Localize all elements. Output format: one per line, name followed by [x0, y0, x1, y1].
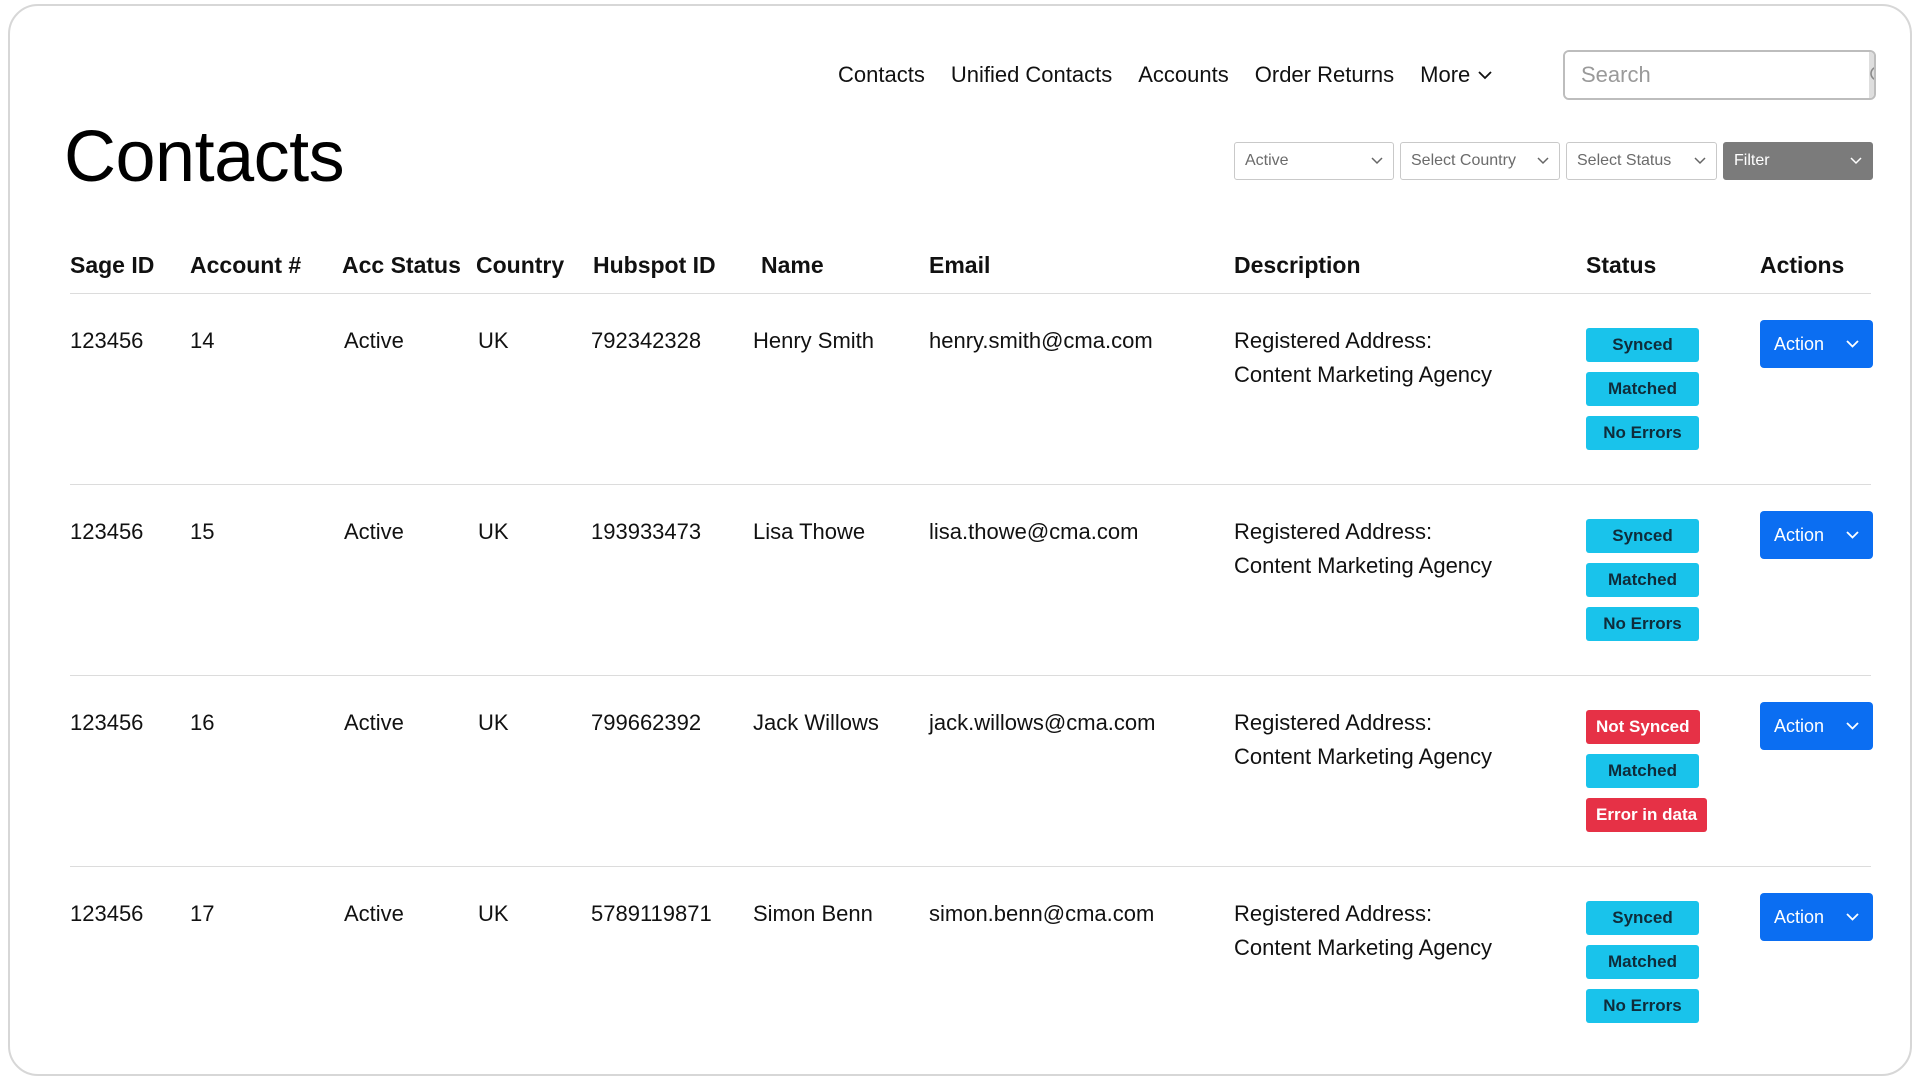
- cell-description: [1234, 867, 1586, 1058]
- contacts-table: [70, 238, 1871, 1058]
- cell-hubspot-id: 799662392: [591, 710, 702, 735]
- chevron-down-icon: [1846, 531, 1859, 539]
- cell-actions: [1760, 676, 1871, 866]
- status-badge-errors: Error in data: [1586, 798, 1707, 832]
- cell-acc-status: Active: [344, 519, 404, 544]
- nav-more-menu[interactable]: [1420, 62, 1492, 88]
- cell-description: [1234, 676, 1586, 866]
- chevron-down-icon: [1846, 913, 1859, 921]
- status-badge-errors: No Errors: [1586, 416, 1699, 450]
- cell-status: [1586, 867, 1760, 1058]
- col-header-email[interactable]: Email: [929, 252, 991, 278]
- cell-hubspot-id: 792342328: [591, 328, 702, 353]
- table-row: [70, 485, 1871, 676]
- cell-email: lisa.thowe@cma.com: [929, 519, 1139, 544]
- nav-order-returns[interactable]: Order Returns: [1254, 62, 1395, 87]
- table-header: [70, 238, 1871, 294]
- status-badge-errors: No Errors: [1586, 607, 1699, 641]
- table-row: [70, 294, 1871, 485]
- status-badge-sync: Not Synced: [1586, 710, 1700, 744]
- filter-button[interactable]: [1723, 142, 1873, 180]
- cell-actions: [1760, 485, 1871, 675]
- cell-acc-status: Active: [344, 328, 404, 353]
- search-input[interactable]: [1565, 52, 1869, 98]
- chevron-down-icon: [1846, 722, 1859, 730]
- cell-actions: [1760, 294, 1871, 484]
- cell-country: UK: [478, 328, 509, 353]
- col-header-actions: Actions: [1760, 252, 1845, 278]
- description-line-1: Registered Address:: [1234, 519, 1433, 544]
- action-dropdown-button[interactable]: [1760, 893, 1873, 941]
- description-line-1: Registered Address:: [1234, 710, 1433, 735]
- cell-description: [1234, 294, 1586, 484]
- table-row: [70, 867, 1871, 1058]
- search-button[interactable]: [1869, 52, 1876, 98]
- cell-sage-id: 123456: [70, 710, 144, 735]
- cell-status: [1586, 294, 1760, 484]
- status-badge-match: Matched: [1586, 372, 1699, 406]
- status-select[interactable]: [1566, 142, 1717, 180]
- chevron-down-icon: [1537, 157, 1549, 165]
- chevron-down-icon: [1694, 157, 1706, 165]
- nav-accounts[interactable]: Accounts: [1138, 62, 1229, 87]
- status-badge-match: Matched: [1586, 945, 1699, 979]
- status-select-value: Select Status: [1577, 152, 1672, 169]
- cell-account: 16: [190, 710, 215, 735]
- page-title: Contacts: [64, 117, 345, 197]
- chevron-down-icon: [1846, 340, 1859, 348]
- status-badge-sync: Synced: [1586, 328, 1699, 362]
- cell-country: UK: [478, 519, 509, 544]
- filter-bar: [1234, 142, 1873, 180]
- status-badge-match: Matched: [1586, 563, 1699, 597]
- cell-status: [1586, 485, 1760, 675]
- action-button-label: Action: [1774, 524, 1825, 545]
- search-icon: [1869, 65, 1876, 85]
- cell-name: Simon Benn: [753, 901, 873, 926]
- description-line-2: Content Marketing Agency: [1234, 935, 1493, 960]
- cell-name: Jack Willows: [753, 710, 879, 735]
- chevron-down-icon: [1850, 157, 1862, 165]
- country-select[interactable]: [1400, 142, 1560, 180]
- active-select-value: Active: [1245, 152, 1289, 169]
- cell-acc-status: Active: [344, 901, 404, 926]
- cell-email: jack.willows@cma.com: [929, 710, 1156, 735]
- cell-name: Lisa Thowe: [753, 519, 866, 544]
- cell-sage-id: 123456: [70, 328, 144, 353]
- filter-button-label: Filter: [1734, 152, 1770, 169]
- cell-sage-id: 123456: [70, 901, 144, 926]
- top-nav: [838, 58, 1492, 92]
- status-badge-sync: Synced: [1586, 519, 1699, 553]
- active-select[interactable]: [1234, 142, 1394, 180]
- col-header-description[interactable]: Description: [1234, 252, 1361, 278]
- action-dropdown-button[interactable]: [1760, 702, 1873, 750]
- cell-email: simon.benn@cma.com: [929, 901, 1155, 926]
- col-header-sage-id[interactable]: Sage ID: [70, 252, 155, 278]
- cell-hubspot-id: 5789119871: [591, 901, 712, 926]
- cell-account: 17: [190, 901, 215, 926]
- cell-hubspot-id: 193933473: [591, 519, 702, 544]
- action-button-label: Action: [1774, 715, 1825, 736]
- status-badge-match: Matched: [1586, 754, 1699, 788]
- description-line-2: Content Marketing Agency: [1234, 553, 1493, 578]
- cell-description: [1234, 485, 1586, 675]
- cell-account: 14: [190, 328, 215, 353]
- col-header-name[interactable]: Name: [761, 252, 824, 278]
- cell-sage-id: 123456: [70, 519, 144, 544]
- nav-more-label: More: [1420, 62, 1471, 87]
- col-header-account[interactable]: Account #: [190, 252, 302, 278]
- action-dropdown-button[interactable]: [1760, 320, 1873, 368]
- cell-email: henry.smith@cma.com: [929, 328, 1153, 353]
- nav-unified-contacts[interactable]: Unified Contacts: [950, 62, 1113, 87]
- action-button-label: Action: [1774, 333, 1825, 354]
- col-header-status[interactable]: Status: [1586, 252, 1657, 278]
- description-line-2: Content Marketing Agency: [1234, 744, 1493, 769]
- chevron-down-icon: [1371, 157, 1383, 165]
- search-box: [1563, 50, 1876, 100]
- cell-actions: [1760, 867, 1871, 1058]
- description-line-1: Registered Address:: [1234, 901, 1433, 926]
- app-frame: [8, 4, 1912, 1076]
- action-dropdown-button[interactable]: [1760, 511, 1873, 559]
- cell-account: 15: [190, 519, 215, 544]
- description-line-2: Content Marketing Agency: [1234, 362, 1493, 387]
- cell-name: Henry Smith: [753, 328, 875, 353]
- cell-country: UK: [478, 901, 509, 926]
- nav-contacts[interactable]: Contacts: [838, 62, 925, 87]
- country-select-value: Select Country: [1411, 152, 1516, 169]
- description-line-1: Registered Address:: [1234, 328, 1433, 353]
- status-badge-sync: Synced: [1586, 901, 1699, 935]
- chevron-down-icon: [1478, 71, 1492, 80]
- cell-country: UK: [478, 710, 509, 735]
- cell-status: [1586, 676, 1760, 866]
- cell-acc-status: Active: [344, 710, 404, 735]
- col-header-acc-status[interactable]: Acc Status: [342, 252, 461, 278]
- col-header-country[interactable]: Country: [476, 252, 565, 278]
- table-row: [70, 676, 1871, 867]
- action-button-label: Action: [1774, 906, 1825, 927]
- col-header-hubspot-id[interactable]: Hubspot ID: [593, 252, 716, 278]
- status-badge-errors: No Errors: [1586, 989, 1699, 1023]
